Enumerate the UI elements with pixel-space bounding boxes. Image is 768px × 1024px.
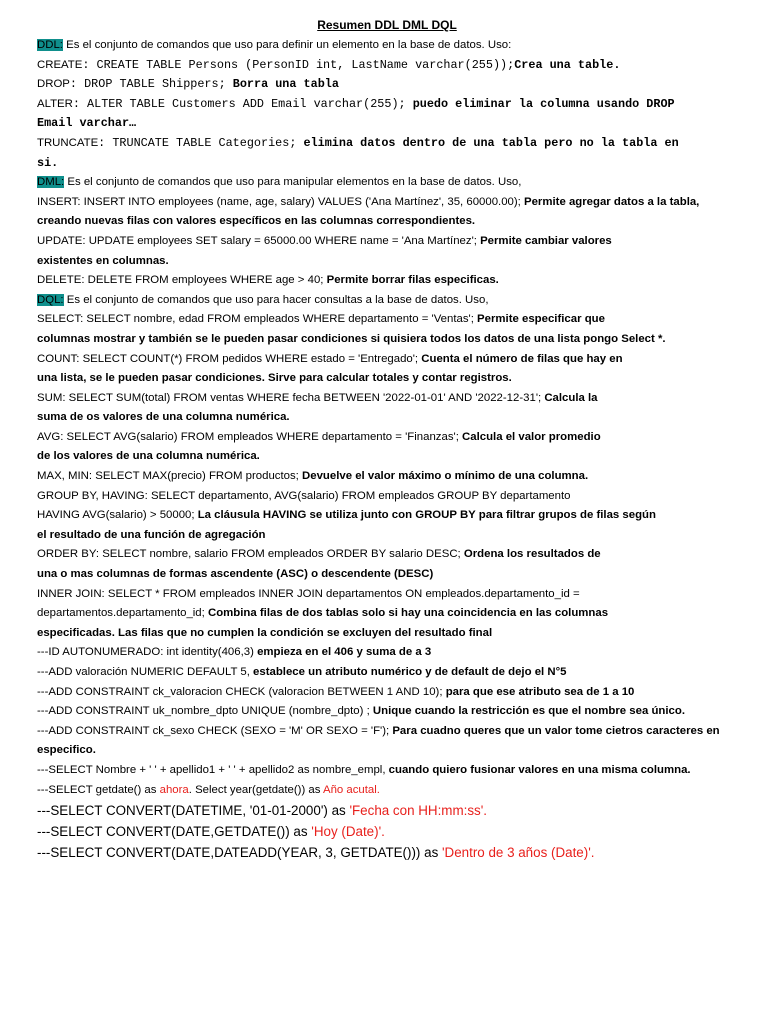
dml-update-cont: existentes en columnas. (37, 254, 169, 267)
document-page (37, 16, 737, 863)
extra-default: ---ADD valoración NUMERIC DEFAULT 5, establece un atributo numérico y de default de dejo el N°5 (37, 666, 567, 678)
dql-avg-cont: de los valores de una columna numérica. (37, 450, 260, 463)
dql-avg: AVG: SELECT AVG(salario) FROM empleados WHERE departamento = 'Finanzas'; Calcula el valor promedio (37, 430, 601, 443)
dql-tag: DQL: (37, 293, 64, 306)
dql-sum-cont: suma de os valores de una columna numérica. (37, 411, 290, 424)
document-title: Resumen DDL DML DQL (317, 18, 457, 32)
dql-count: COUNT: SELECT COUNT(*) FROM pedidos WHERE estado = 'Entregado'; Cuenta el número de filas que hay en (37, 352, 623, 365)
dql-groupby: GROUP BY, HAVING: SELECT departamento, AVG(salario) FROM empleados GROUP BY departamento (37, 489, 571, 502)
ddl-definition: DDL: Es el conjunto de comandos que uso para definir un elemento en la base de datos. Uso: (37, 39, 512, 51)
dql-innerjoin-cont: departamentos.departamento_id; Combina filas de dos tablas solo si hay una coincidencia en las columnas (37, 607, 609, 620)
ddl-truncate-cont: si. (37, 155, 59, 170)
extra-convert-date: ---SELECT CONVERT(DATE,GETDATE()) as 'Hoy (Date)'. (37, 824, 385, 840)
ddl-drop: DROP: DROP TABLE Shippers; Borra una tabla (37, 77, 339, 92)
extra-check-sexo-cont: especifico. (37, 744, 96, 757)
extra-getdate: ---SELECT getdate() as ahora. Select year(getdate()) as Año acutal. (37, 783, 380, 796)
extra-identity: ---ID AUTONUMERADO: int identity(406,3) empieza en el 406 y suma de a 3 (37, 646, 432, 659)
dql-orderby-cont: una o mas columnas de formas ascendente (ASC) o descendente (DESC) (37, 568, 434, 581)
ddl-truncate: TRUNCATE: TRUNCATE TABLE Categories; elimina datos dentro de una tabla pero no la tabla en (37, 135, 679, 150)
dml-delete: DELETE: DELETE FROM employees WHERE age > 40; Permite borrar filas especificas. (37, 274, 499, 287)
dql-groupby-cont2: el resultado de una función de agregación (37, 528, 266, 541)
extra-unique: ---ADD CONSTRAINT uk_nombre_dpto UNIQUE (nombre_dpto) ; Unique cuando la restricción es que el nombre sea único. (37, 705, 685, 718)
dql-maxmin: MAX, MIN: SELECT MAX(precio) FROM productos; Devuelve el valor máximo o mínimo de una columna. (37, 470, 589, 483)
dml-insert-cont: creando nuevas filas con valores específicos en las columnas correspondientes. (37, 215, 476, 228)
dml-update: UPDATE: UPDATE employees SET salary = 65000.00 WHERE name = 'Ana Martínez'; Permite cambiar valores (37, 234, 612, 247)
dql-definition: DQL: Es el conjunto de comandos que uso para hacer consultas a la base de datos. Uso, (37, 293, 489, 306)
dql-groupby-cont: HAVING AVG(salario) > 50000; La cláusula HAVING se utiliza junto con GROUP BY para filtrar grupos de filas según (37, 509, 656, 522)
ddl-create: CREATE: CREATE TABLE Persons (PersonID int, LastName varchar(255));Crea una table. (37, 57, 621, 72)
dql-innerjoin-cont2: especificadas. Las filas que no cumplen la condición se excluyen del resultado final (37, 626, 493, 639)
dql-sum: SUM: SELECT SUM(total) FROM ventas WHERE fecha BETWEEN '2022-01-01' AND '2022-12-31'; Calcula la (37, 391, 598, 404)
ddl-alter: ALTER: ALTER TABLE Customers ADD Email varchar(255); puedo eliminar la columna usando DROP (37, 96, 675, 111)
extra-concat: ---SELECT Nombre + ' ' + apellido1 + ' ' + apellido2 as nombre_empl, cuando quiero fusionar valores en una misma columna. (37, 763, 691, 776)
extra-convert-datetime: ---SELECT CONVERT(DATETIME, '01-01-2000') as 'Fecha con HH:mm:ss'. (37, 803, 487, 819)
ddl-tag: DDL: (37, 39, 63, 51)
dql-orderby: ORDER BY: SELECT nombre, salario FROM empleados ORDER BY salario DESC; Ordena los resultados de (37, 548, 601, 561)
ddl-alter-cont: Email varchar… (37, 116, 137, 131)
dml-tag: DML: (37, 176, 65, 189)
dql-select: SELECT: SELECT nombre, edad FROM empleados WHERE departamento = 'Ventas'; Permite especificar que (37, 313, 605, 326)
extra-convert-dateadd: ---SELECT CONVERT(DATE,DATEADD(YEAR, 3, GETDATE())) as 'Dentro de 3 años (Date)'. (37, 845, 595, 861)
dml-insert: INSERT: INSERT INTO employees (name, age, salary) VALUES ('Ana Martínez', 35, 60000.00); Permite agregar datos a la tabla, (37, 195, 700, 208)
extra-check-valoracion: ---ADD CONSTRAINT ck_valoracion CHECK (valoracion BETWEEN 1 AND 10); para que ese atributo sea de 1 a 10 (37, 685, 635, 698)
dql-count-cont: una lista, se le pueden pasar condiciones. Sirve para calcular totales y contar registros. (37, 372, 512, 385)
extra-check-sexo: ---ADD CONSTRAINT ck_sexo CHECK (SEXO = 'M' OR SEXO = 'F'); Para cuadno queres que un valor tome cietros caracteres en (37, 724, 720, 737)
dml-definition: DML: Es el conjunto de comandos que uso para manipular elementos en la base de datos. Uso, (37, 176, 522, 189)
dql-innerjoin: INNER JOIN: SELECT * FROM empleados INNER JOIN departamentos ON empleados.departamento_id = (37, 587, 580, 600)
dql-select-cont: columnas mostrar y también se le pueden pasar condiciones si quisiera todos los datos de una lista pongo Select *. (37, 332, 666, 345)
